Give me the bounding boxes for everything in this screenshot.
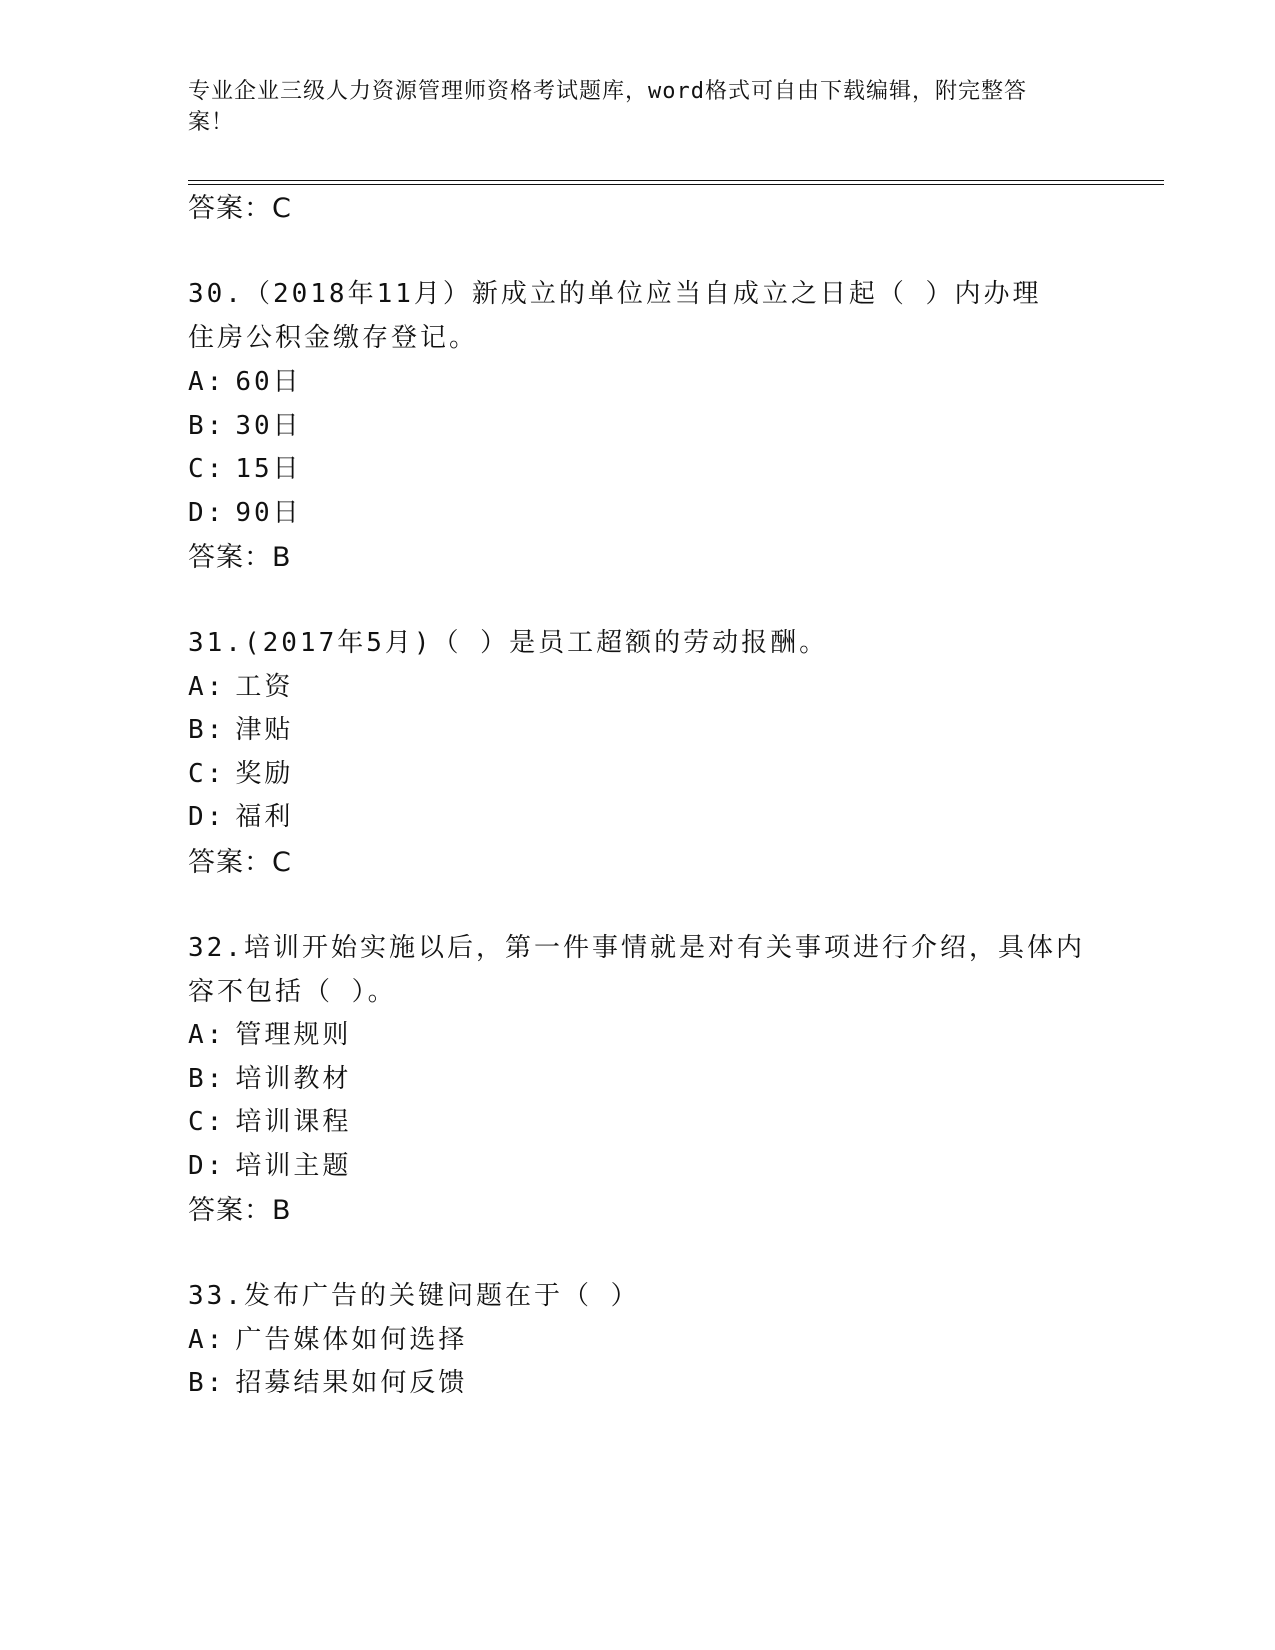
option-a bbox=[188, 1014, 351, 1051]
question-stem-continued: 住房公积金缴存登记。 bbox=[188, 323, 479, 353]
option-text: 60日 bbox=[235, 367, 302, 397]
header-divider-top bbox=[188, 180, 1164, 181]
option-c bbox=[188, 1101, 351, 1138]
option-b bbox=[188, 1058, 351, 1095]
answer-label: 答案： bbox=[188, 1195, 272, 1226]
answer-value: B bbox=[272, 542, 292, 573]
answer-label: 答案： bbox=[188, 847, 272, 878]
question-stem: 31.(2017年5月)（ ）是员工超额的劳动报酬。 bbox=[188, 628, 829, 658]
option-d bbox=[188, 1145, 351, 1182]
option-letter: A: bbox=[188, 1325, 226, 1355]
answer-value: B bbox=[272, 1195, 292, 1226]
question-stem: 33.发布广告的关键问题在于（ ） bbox=[188, 1281, 640, 1311]
option-text: 工资 bbox=[235, 672, 294, 702]
option-text: 奖励 bbox=[235, 759, 294, 789]
option-letter: A: bbox=[188, 367, 226, 397]
option-text: 15日 bbox=[235, 454, 302, 484]
option-letter: C: bbox=[188, 454, 226, 484]
option-letter: B: bbox=[188, 1064, 226, 1094]
answer-label: 答案： bbox=[188, 542, 272, 573]
option-d bbox=[188, 796, 293, 833]
option-a bbox=[188, 361, 302, 398]
option-letter: B: bbox=[188, 411, 226, 441]
option-letter: B: bbox=[188, 1368, 226, 1398]
answer-line bbox=[188, 840, 292, 879]
answer-value: C bbox=[272, 847, 292, 878]
option-text: 培训教材 bbox=[235, 1064, 352, 1094]
question-stem: 30.（2018年11月）新成立的单位应当自成立之日起（ ）内办理 bbox=[188, 279, 1042, 309]
option-text: 广告媒体如何选择 bbox=[235, 1325, 468, 1355]
document-header: 专业企业三级人力资源管理师资格考试题库，word格式可自由下载编辑，附完整答案！ bbox=[188, 79, 1027, 135]
answer-line bbox=[188, 535, 292, 574]
option-text: 30日 bbox=[235, 411, 302, 441]
answer-line bbox=[188, 186, 292, 225]
option-c bbox=[188, 448, 302, 485]
option-d bbox=[188, 492, 302, 529]
option-text: 90日 bbox=[235, 498, 302, 528]
option-letter: D: bbox=[188, 498, 226, 528]
answer-line bbox=[188, 1188, 292, 1227]
option-letter: D: bbox=[188, 1151, 226, 1181]
option-text: 招募结果如何反馈 bbox=[235, 1368, 468, 1398]
option-a bbox=[188, 1319, 467, 1356]
option-b bbox=[188, 709, 293, 746]
option-letter: A: bbox=[188, 672, 226, 702]
option-b bbox=[188, 1362, 467, 1399]
answer-label: 答案： bbox=[188, 193, 272, 224]
option-text: 管理规则 bbox=[235, 1020, 352, 1050]
question-stem-continued: 容不包括（ ）。 bbox=[188, 977, 397, 1007]
option-letter: D: bbox=[188, 802, 226, 832]
question-stem: 32.培训开始实施以后，第一件事情就是对有关事项进行介绍，具体内 bbox=[188, 933, 1085, 963]
answer-value: C bbox=[272, 193, 292, 224]
option-text: 福利 bbox=[235, 802, 294, 832]
option-text: 培训主题 bbox=[235, 1151, 352, 1181]
option-letter: C: bbox=[188, 759, 226, 789]
header-divider-bottom bbox=[188, 184, 1164, 185]
option-a bbox=[188, 666, 293, 703]
option-c bbox=[188, 753, 293, 790]
option-letter: A: bbox=[188, 1020, 226, 1050]
option-letter: B: bbox=[188, 715, 226, 745]
option-b bbox=[188, 405, 302, 442]
option-letter: C: bbox=[188, 1107, 226, 1137]
option-text: 培训课程 bbox=[235, 1107, 352, 1137]
option-text: 津贴 bbox=[235, 715, 294, 745]
